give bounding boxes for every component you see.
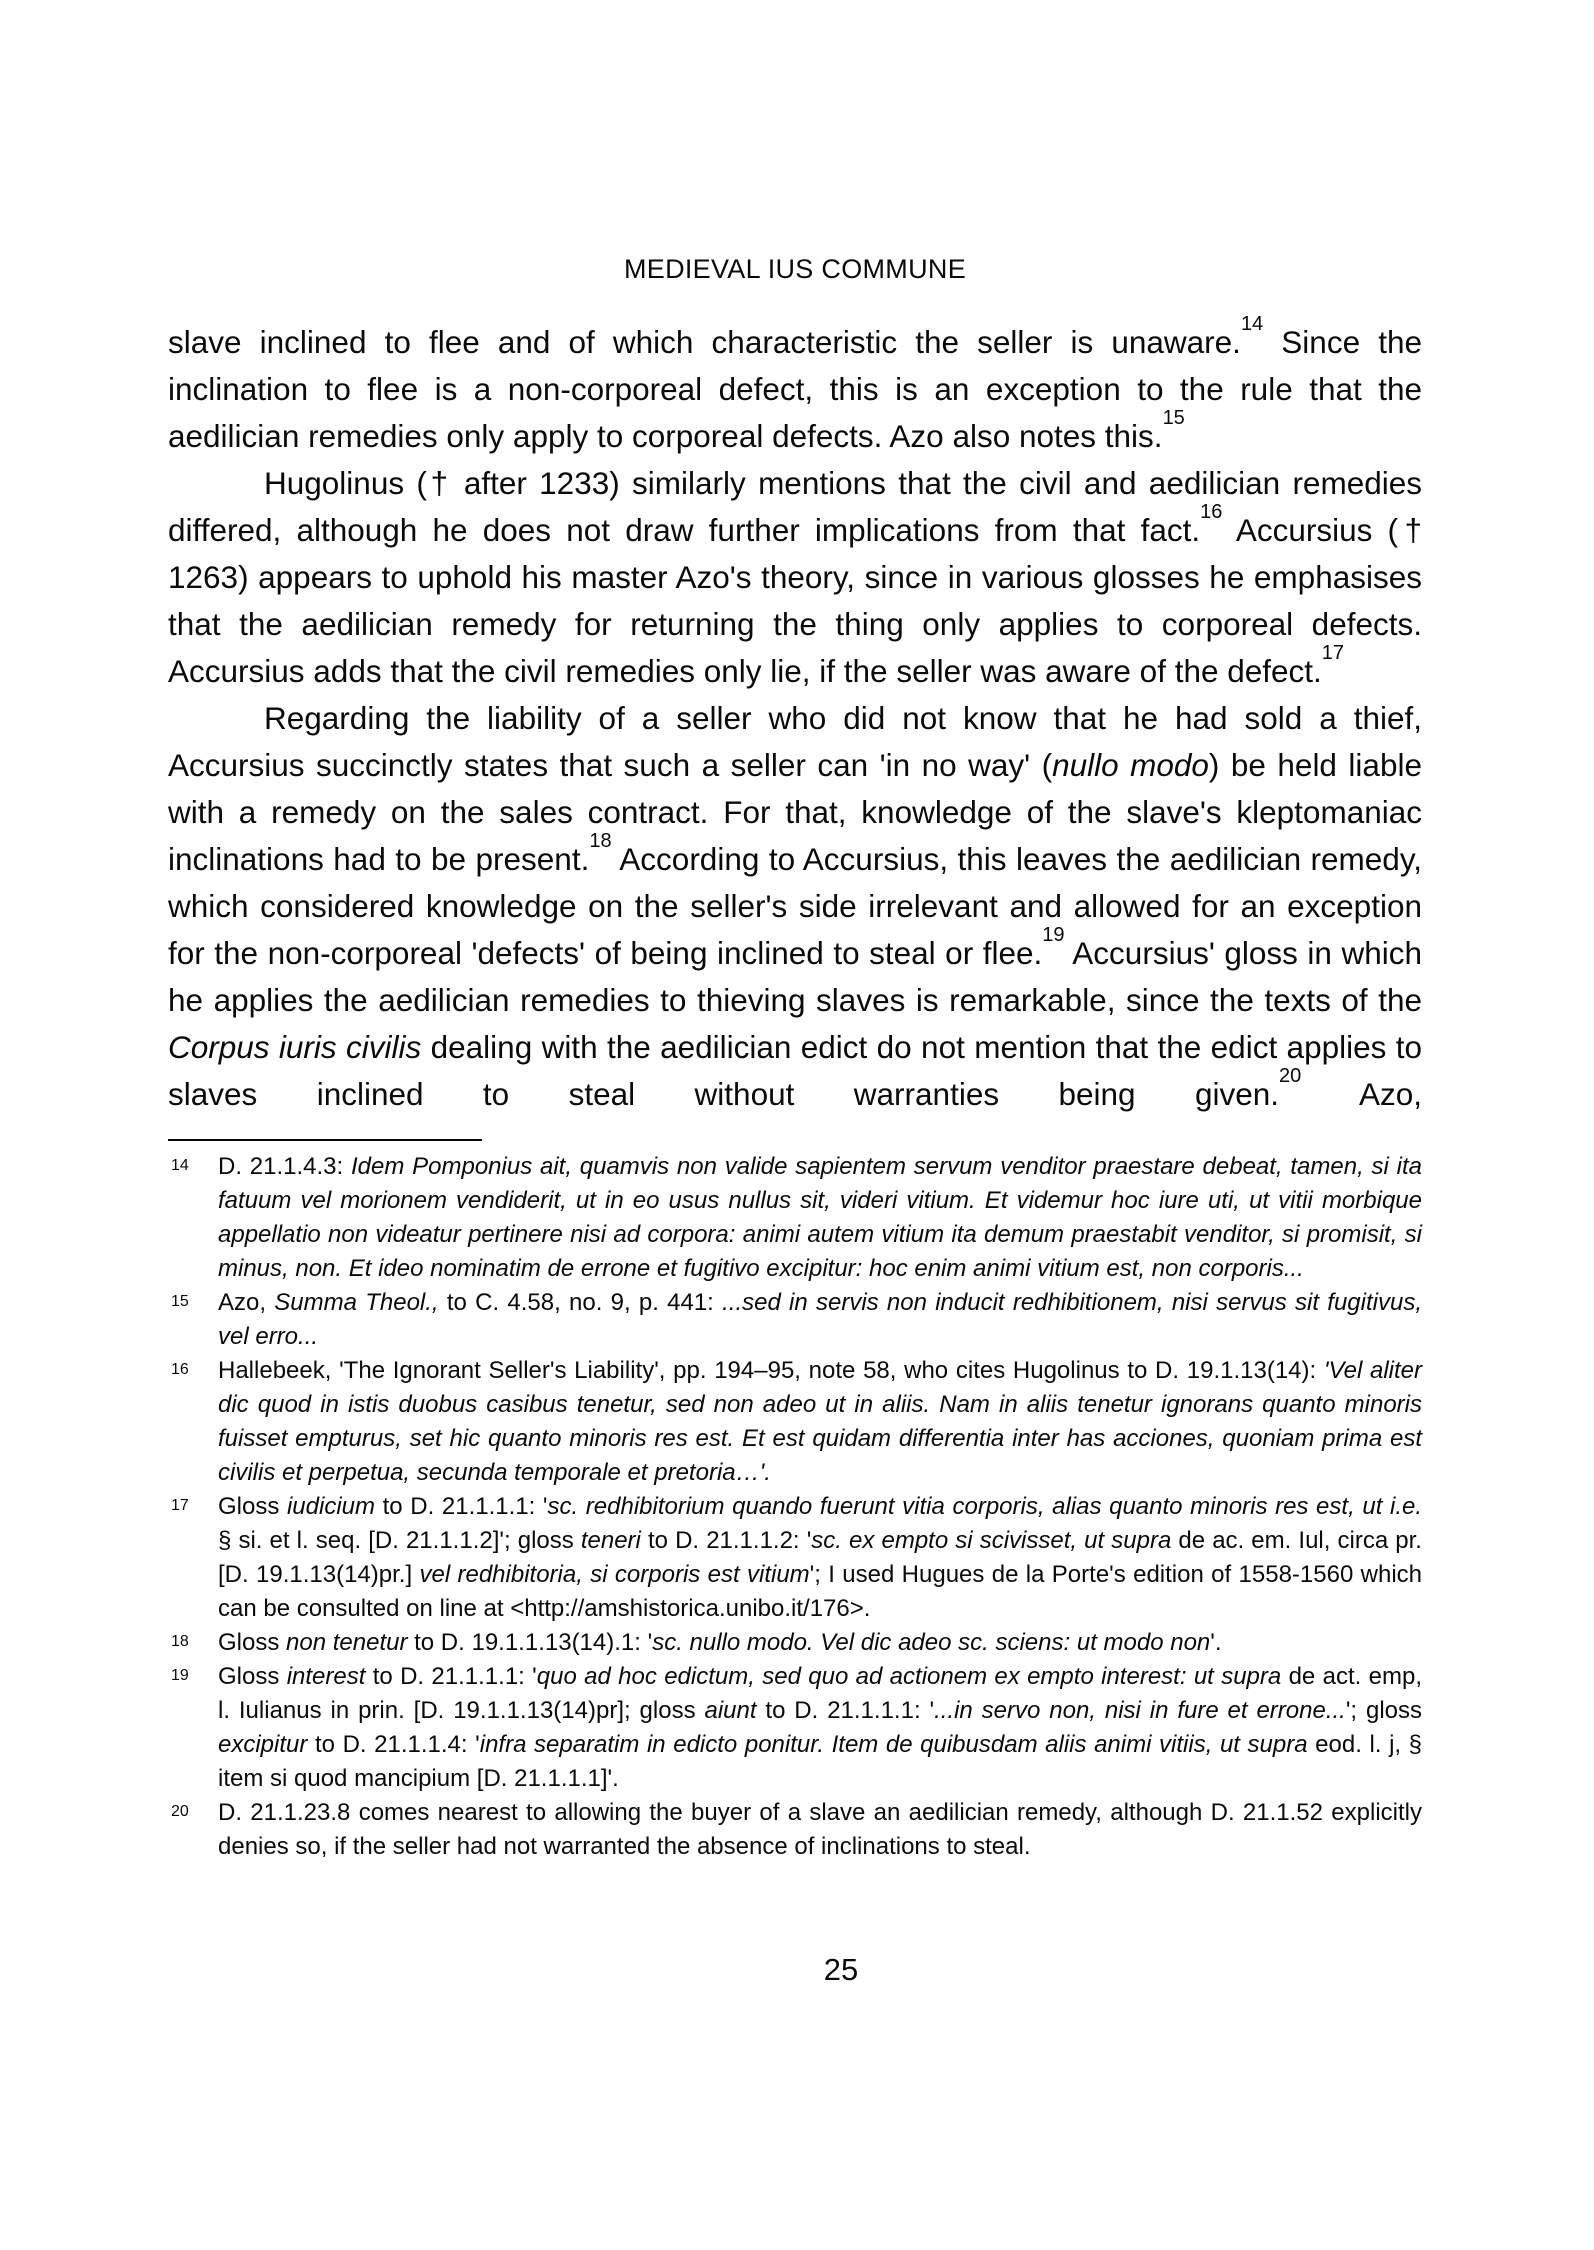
italic-text-run: Idem Pomponius ait, quamvis non valide sapientem servum venditor praestare debeat, tamen, si ita fatuum vel morionem vendiderit, ut in eo usus nullus sit, videri vitium. Et videmur hoc iure uti, ut vitii morbique appellatio non videatur pertinere nisi ad corpora: animi autem vitium ita demum praestabit venditor, si promisit, si minus, non. Et ideo nominatim de errone et fugitivo excipitur: hoc enim animi vitium est, non corporis... [218,1153,1422,1282]
text-run: Gloss [218,1629,287,1656]
italic-text-run: infra separatim in edicto ponitur. Item de quibusdam aliis animi vitiis, ut supra [479,1731,1308,1758]
italic-text-run: vel redhibitoria, si corporis est vitium [419,1561,810,1588]
text-run: '; I used Hugues de la Porte's edition of 1558-1560 which can be consulted on line at <http://amshistorica.unibo.it/176>. [218,1561,1423,1622]
footnote-item [168,1490,1422,1626]
text-run: to C. 4.58, no. 9, p. 441: [438,1289,723,1316]
text-run: Hugolinus († after 1233) similarly mentions that the civil and aedilician remedies differed, although he does not draw further implications from that fact. [168,465,1422,548]
footnote-text [218,1663,1422,1792]
footnote-ref: 19 [1042,923,1065,946]
italic-text-run: non tenetur [286,1629,408,1656]
text-run: Azo, [1301,1076,1423,1112]
italic-text-run: 'Vel aliter dic quod in istis duobus casibus tenetur, sed non adeo ut in aliis. Nam in aliis tenetur ignorans quanto minoris fuisset empturus, set hic quanto minoris res est. Et est quidam differentia inter has acciones, quoniam prima est civilis et perpetua, secunda temporale et pretoria…'. [218,1357,1422,1486]
page-number: 25 [823,1952,859,1987]
footnote-number: 19 [171,1667,189,1684]
text-run: Accursius († 1263) appears to uphold his master Azo's theory, since in various glosses he emphasises that the aedilician remedy for returning the thing only applies to corporeal defects. Accursius adds that the civil remedies only lie, if the seller was aware of the defect. [168,512,1423,689]
footnote-number: 17 [171,1497,189,1514]
italic-text-run: quo ad hoc edictum, sed quo ad actionem ex empto interest: ut supra [536,1663,1282,1690]
footnote-number: 16 [171,1361,189,1378]
text-run: to D. 21.1.1.4: ' [307,1731,480,1758]
italic-text-run: sc. nullo modo. Vel dic adeo sc. sciens: ut modo non [652,1629,1211,1656]
text-run: § si. et l. seq. [D. 21.1.1.2]'; gloss [218,1527,581,1554]
paragraph [168,460,1422,695]
footnote-ref: 16 [1200,500,1223,523]
text-run: to D. 19.1.1.13(14).1: ' [407,1629,653,1656]
text-run: According to Accursius, this leaves the aedilician remedy, which considered knowledge on the seller's side irrelevant and allowed for an exception for the non-corporeal 'defects' of being inclined to steal or flee. [168,841,1422,971]
footnote-item [168,1286,1422,1354]
footnote-item [168,1796,1422,1864]
text-run: de act. emp, l. Iulianus in prin. [D. 19.1.1.13(14)pr]; gloss [218,1663,1422,1724]
italic-text-run: excipitur [218,1731,308,1758]
italic-text-run: sc. redhibitorium quando fuerunt vitia corporis, alias quanto minoris res est, ut i.e. [547,1493,1423,1520]
footnote-number: 20 [171,1803,189,1820]
italic-text-run: nullo modo [1052,747,1209,783]
text-run: eod. l. j, § item si quod mancipium [D. 21.1.1.1]'. [218,1731,1422,1792]
text-run: D. 21.1.23.8 comes nearest to allowing the buyer of a slave an aedilician remedy, although D. 21.1.52 explicitly denies so, if the seller had not warranted the absence of inclinations to steal. [218,1799,1422,1860]
footnote-ref: 15 [1162,406,1185,429]
italic-text-run: ...sed in servis non inducit redhibitionem, nisi servus sit fugitivus, vel erro... [218,1289,1422,1350]
footnote-ref: 14 [1240,312,1264,335]
italic-text-run: aiunt [704,1697,757,1724]
footnote-ref: 18 [589,829,612,852]
text-run: Hallebeek, 'The Ignorant Seller's Liability', pp. 194–95, note 58, who cites Hugolinus to D. 19.1.13(14): [218,1357,1324,1384]
italic-text-run: iudicium [286,1493,375,1520]
text-run: Gloss [218,1493,287,1520]
text-run: dealing with the aedilician edict do not mention that the edict applies to slaves inclined to steal without warranties being given. [168,1029,1423,1112]
footnote-text [218,1289,1422,1350]
text-run: Gloss [218,1663,287,1690]
text-run: ) be held liable with a remedy on the sales contract. For that, knowledge of the slave's kleptomaniac inclinations had to be present. [168,747,1422,877]
footnote-number: 14 [171,1157,189,1174]
footnote-text [218,1153,1422,1282]
paragraph [168,312,1422,460]
footnote-ref: 20 [1279,1064,1302,1087]
footnote-ref: 17 [1321,641,1345,664]
italic-text-run: interest [286,1663,366,1690]
footnote-item [168,1660,1422,1796]
footnote-text [218,1629,1222,1656]
text-run: slave inclined to flee and of which characteristic the seller is unaware. [168,324,1241,360]
text-run: Since the inclination to flee is a non-corporeal defect, this is an exception to the rule that the aedilician remedies only apply to corporeal defects. Azo also notes this. [168,324,1422,454]
text-run: to D. 21.1.1.1: ' [365,1663,537,1690]
running-head: MEDIEVAL IUS COMMUNE [623,254,967,284]
text-run: '. [1210,1629,1222,1656]
footnote-text [218,1357,1422,1486]
text-run: to D. 21.1.1.1: ' [756,1697,935,1724]
footnote-text [218,1493,1422,1622]
text-run: Regarding the liability of a seller who did not know that he had sold a thief, Accursius succinctly states that such a seller can 'in no way' ( [168,700,1422,783]
footnote-item [168,1354,1422,1490]
footnote-separator [168,1139,482,1141]
text-run: Azo, [218,1289,275,1316]
footnote-item [168,1150,1422,1286]
italic-text-run: Summa Theol., [274,1289,439,1316]
text-run: D. 21.1.4.3: [218,1153,351,1180]
italic-text-run: teneri [580,1527,641,1554]
text-run: to D. 21.1.1.1: ' [375,1493,548,1520]
italic-text-run: sc. ex empto si scivisset, ut supra [811,1527,1172,1554]
text-run: Accursius' gloss in which he applies the aedilician remedies to thieving slaves is remarkable, since the texts of the [168,935,1423,1018]
text-run: de ac. em. Iul, circa pr. [D. 19.1.13(14)pr.] [218,1527,1422,1588]
text-run: to D. 21.1.1.2: ' [640,1527,812,1554]
body-text [168,312,1423,1118]
text-run: '; gloss [1345,1697,1423,1724]
paragraph [168,695,1422,1118]
footnote-number: 15 [171,1293,189,1310]
italic-text-run: ...in servo non, nisi in fure et errone... [934,1697,1346,1724]
footnote-item [168,1626,1422,1660]
footnote-text [218,1799,1422,1860]
footnote-number: 18 [171,1633,189,1650]
italic-text-run: Corpus iuris civilis [168,1029,422,1065]
footnotes [168,1150,1422,1864]
